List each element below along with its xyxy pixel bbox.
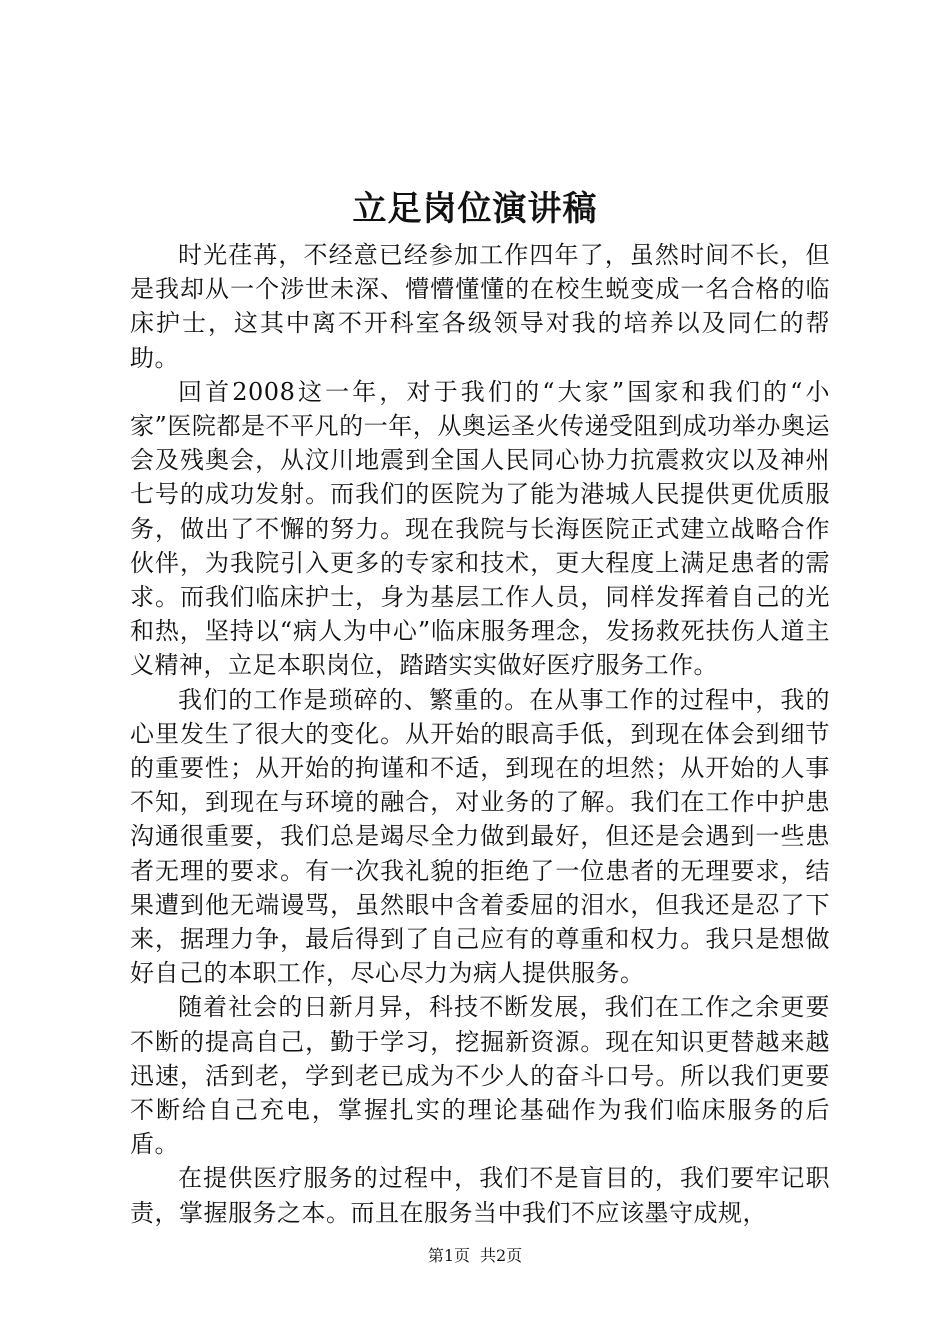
page-total: 共2页: [480, 1246, 523, 1265]
paragraph-4: 随着社会的日新月异，科技不断发展，我们在工作之余更要不断的提高自己，勤于学习，挖掘新资源。现在知识更替越来越迅速，活到老，学到老已成为不少人的奋斗口号。所以我们更要不断给自己充电，掌握扎实的理论基础作为我们临床服务的后盾。: [130, 993, 830, 1159]
page-footer: [0, 1245, 950, 1267]
page-number: 第1页: [427, 1246, 470, 1265]
document-title: 立足岗位演讲稿: [352, 189, 598, 229]
paragraph-5: 在提供医疗服务的过程中，我们不是盲目的，我们要牢记职责，掌握服务之本。而且在服务当中我们不应该墨守成规，: [130, 1164, 830, 1227]
document-body: [130, 238, 830, 1230]
paragraph-2: 回首2008这一年，对于我们的“大家”国家和我们的“小家”医院都是不平凡的一年，从奥运圣火传递受阻到成功举办奥运会及残奥会，从汶川地震到全国人民同心协力抗震救灾以及神州七号的成功发射。而我们的医院为了能为港城人民提供更优质服务，做出了不懈的努力。现在我院与长海医院正式建立战略合作伙伴，为我院引入更多的专家和技术，更大程度上满足患者的需求。而我们临床护士，身为基层工作人员，同样发挥着自己的光和热，坚持以“病人为中心”临床服务理念，发扬救死扶伤人道主义精神，立足本职岗位，踏踏实实做好医疗服务工作。: [130, 377, 830, 680]
paragraph-3: 我们的工作是琐碎的、繁重的。在从事工作的过程中，我的心里发生了很大的变化。从开始的眼高手低，到现在体会到细节的重要性；从开始的拘谨和不适，到现在的坦然；从开始的人事不知，到现在与环境的融合，对业务的了解。我们在工作中护患沟通很重要，我们总是竭尽全力做到最好，但还是会遇到一些患者无理的要求。有一次我礼貌的拒绝了一位患者的无理要求，结果遭到他无端谩骂，虽然眼中含着委屈的泪水，但我还是忍了下来，据理力争，最后得到了自己应有的尊重和权力。我只是想做好自己的本职工作，尽心尽力为病人提供服务。: [130, 685, 830, 988]
paragraph-1: 时光荏苒，不经意已经参加工作四年了，虽然时间不长，但是我却从一个涉世未深、懵懵懂懂的在校生蜕变成一名合格的临床护士，这其中离不开科室各级领导对我的培养以及同仁的帮助。: [130, 241, 830, 372]
